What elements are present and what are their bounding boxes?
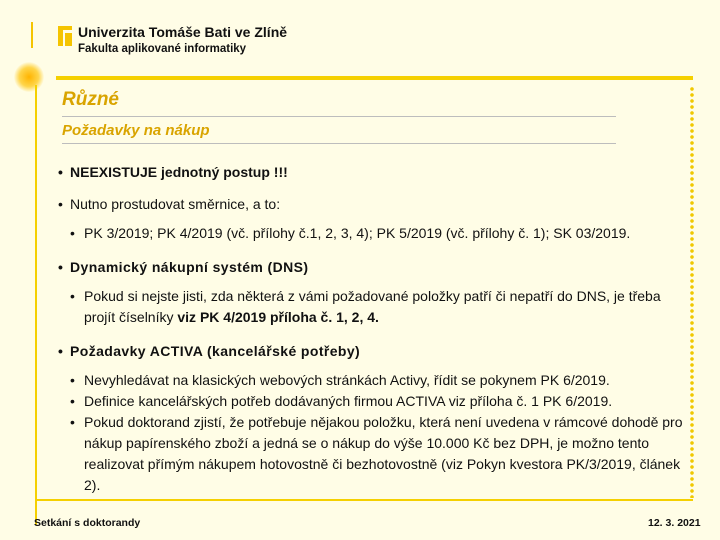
footer-event-name: Setkání s doktorandy <box>34 517 141 529</box>
list-item: • Dynamický nákupní systém (DNS) <box>58 258 688 276</box>
subtitle-divider <box>62 143 616 144</box>
list-item: • Pokud doktorand zjistí, že potřebuje nějakou položku, která není uvedena v rámcové dohodě pro nákup papírenského zboží a jedná se o nákup do výše 10.000 Kč bez DPH, je možno tento realizovat přímým nákupem hotovostně či bezhotovostně (viz Pokyn kvestora PK/3/2019, článek 2). <box>70 412 688 496</box>
list-item <box>70 286 688 328</box>
top-accent-line <box>31 22 33 48</box>
list-item: • PK 3/2019; PK 4/2019 (vč. přílohy č.1, 2, 3, 4); PK 5/2019 (vč. přílohy č. 1); SK 03/2019. <box>70 223 688 244</box>
list-item: • Definice kancelářských potřeb dodávaných firmou ACTIVA viz příloha č. 1 PK 6/2019. <box>70 391 688 412</box>
orange-dot-decoration <box>14 62 44 92</box>
top-horizontal-rule <box>56 76 693 80</box>
list-item: • Nevyhledávat na klasických webových stránkách Activy, řídit se pokynem PK 6/2019. <box>70 370 688 391</box>
university-logo <box>58 24 287 57</box>
bottom-horizontal-rule <box>36 499 693 501</box>
page-subtitle: Požadavky na nákup <box>62 122 210 139</box>
university-name: Univerzita Tomáše Bati ve Zlíně <box>78 24 288 40</box>
bullet-content <box>58 163 688 496</box>
footer-date: 12. 3. 2021 <box>648 517 701 529</box>
faculty-name: Fakulta aplikované informatiky <box>78 43 247 55</box>
list-item-text: Pokud si nejste jisti, zda některá z vámi požadované položky patří či nepatří do DNS, je třeba projít číselníky <box>84 288 661 325</box>
page-title: Různé <box>62 89 119 110</box>
list-item-emphasis: viz PK 4/2019 příloha č. 1, 2, 4. <box>177 309 379 325</box>
list-item: • Požadavky ACTIVA (kancelářské potřeby) <box>58 342 688 360</box>
list-item: • NEEXISTUJE jednotný postup !!! <box>58 163 688 181</box>
utb-logo-icon <box>58 26 72 46</box>
list-item: • Nutno prostudovat směrnice, a to: <box>58 195 688 213</box>
title-divider <box>62 116 616 117</box>
right-dotted-border <box>689 86 695 498</box>
left-vertical-rule <box>35 85 37 525</box>
